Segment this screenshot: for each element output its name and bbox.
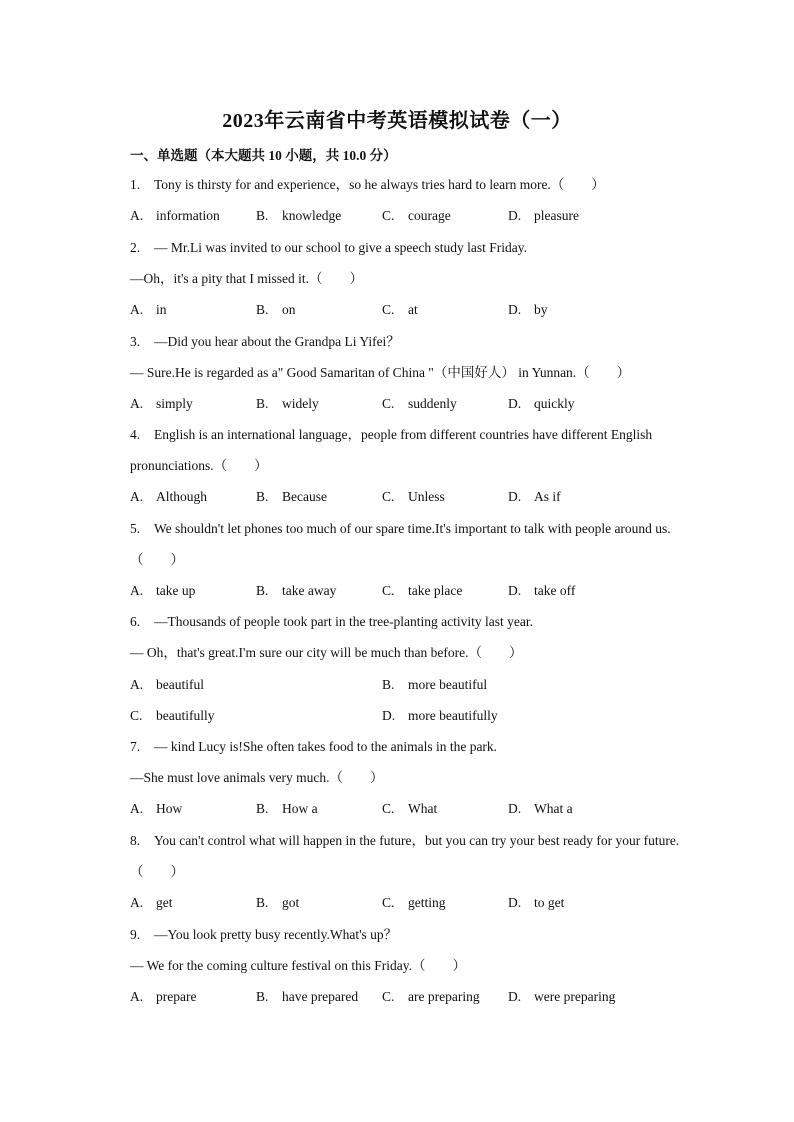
question-text: —Did you hear about the Grandpa Li Yifei？: [154, 334, 400, 349]
question-text: —Oh，it's a pity that I missed it.（ ）: [130, 271, 364, 286]
option-letter: D.: [508, 208, 522, 223]
answer-option[interactable]: [382, 988, 480, 1006]
option-text: by: [534, 302, 548, 317]
question-stem-continued: [130, 644, 523, 662]
option-text: to get: [534, 895, 565, 910]
answer-option[interactable]: [130, 800, 182, 818]
option-letter: A.: [130, 895, 144, 910]
question-stem: [130, 520, 671, 538]
answer-option[interactable]: [256, 207, 341, 225]
question-text: Tony is thirsty for and experience，so he always tries hard to learn more.（ ）: [154, 177, 605, 192]
option-letter: B.: [256, 895, 269, 910]
option-letter: D.: [508, 801, 522, 816]
option-letter: C.: [130, 708, 143, 723]
question-stem: [130, 613, 533, 631]
question-text: We shouldn't let phones too much of our spare time.It's important to talk with people around us.: [154, 521, 671, 536]
question-number: 1.: [130, 177, 141, 192]
question-text: — kind Lucy is!She often takes food to the animals in the park.: [154, 739, 498, 754]
question-number: 4.: [130, 427, 141, 442]
option-letter: B.: [256, 208, 269, 223]
option-letter: D.: [508, 583, 522, 598]
answer-option[interactable]: [256, 800, 318, 818]
question-stem-continued: [130, 270, 363, 288]
option-text: in: [156, 302, 167, 317]
answer-option[interactable]: [382, 301, 418, 319]
section-header: 一、单选题（本大题共 10 小题，共 10.0 分）: [130, 148, 397, 163]
option-letter: A.: [130, 989, 144, 1004]
option-letter: A.: [130, 302, 144, 317]
question-text: —She must love animals very much.（ ）: [130, 770, 384, 785]
answer-option[interactable]: [382, 894, 446, 912]
answer-option[interactable]: [508, 488, 561, 506]
option-text: more beautifully: [408, 708, 498, 723]
option-text: were preparing: [534, 989, 616, 1004]
option-letter: C.: [382, 302, 395, 317]
option-text: quickly: [534, 396, 575, 411]
answer-option[interactable]: [130, 207, 220, 225]
question-text: — Oh，that's great.I'm sure our city will be much than before.（ ）: [130, 645, 523, 660]
question-stem-continued: [130, 957, 466, 975]
option-text: pleasure: [534, 208, 579, 223]
option-letter: C.: [382, 489, 395, 504]
option-letter: A.: [130, 396, 144, 411]
option-text: knowledge: [282, 208, 342, 223]
option-text: What a: [534, 801, 573, 816]
option-text: beautiful: [156, 677, 204, 692]
option-letter: A.: [130, 489, 144, 504]
question-number: 8.: [130, 833, 141, 848]
question-stem-continued: [130, 551, 184, 569]
question-text: —You look pretty busy recently.What's up？: [154, 927, 398, 942]
option-text: prepare: [156, 989, 197, 1004]
option-text: have prepared: [282, 989, 359, 1004]
option-letter: D.: [508, 989, 522, 1004]
answer-option[interactable]: [130, 988, 196, 1006]
option-letter: D.: [508, 396, 522, 411]
option-text: How: [156, 801, 183, 816]
question-stem: [130, 333, 400, 351]
question-text: （ ）: [130, 552, 184, 567]
answer-option[interactable]: [508, 894, 564, 912]
answer-option[interactable]: [382, 800, 437, 818]
question-stem-continued: [130, 457, 268, 475]
option-letter: D.: [382, 708, 396, 723]
option-letter: B.: [382, 677, 395, 692]
option-text: at: [408, 302, 418, 317]
question-text: You can't control what will happen in the future，but you can try your best ready for your future.: [154, 833, 680, 848]
option-letter: B.: [256, 302, 269, 317]
answer-option[interactable]: [130, 894, 173, 912]
option-letter: A.: [130, 677, 144, 692]
option-text: As if: [534, 489, 561, 504]
question-number: 9.: [130, 927, 141, 942]
answer-option[interactable]: [256, 395, 319, 413]
answer-option[interactable]: [256, 894, 299, 912]
option-text: suddenly: [408, 396, 457, 411]
option-text: Because: [282, 489, 327, 504]
option-text: courage: [408, 208, 451, 223]
question-number: 2.: [130, 240, 141, 255]
answer-option[interactable]: [130, 395, 193, 413]
option-letter: B.: [256, 583, 269, 598]
option-text: get: [156, 895, 173, 910]
question-number: 6.: [130, 614, 141, 629]
answer-option[interactable]: [508, 800, 573, 818]
option-text: getting: [408, 895, 446, 910]
option-letter: B.: [256, 396, 269, 411]
option-letter: A.: [130, 208, 144, 223]
option-text: Although: [156, 489, 208, 504]
answer-option[interactable]: [382, 707, 498, 725]
answer-option[interactable]: [256, 988, 358, 1006]
answer-option[interactable]: [130, 707, 214, 725]
question-stem: [130, 239, 527, 257]
option-text: take place: [408, 583, 463, 598]
answer-option[interactable]: [130, 488, 207, 506]
question-stem: [130, 926, 397, 944]
option-letter: C.: [382, 208, 395, 223]
question-stem: [130, 176, 605, 194]
answer-option[interactable]: [382, 207, 451, 225]
answer-option[interactable]: [256, 488, 327, 506]
question-text: —Thousands of people took part in the tree-planting activity last year.: [154, 614, 534, 629]
option-letter: C.: [382, 801, 395, 816]
answer-option[interactable]: [508, 207, 579, 225]
question-stem-continued: [130, 364, 630, 382]
option-text: Unless: [408, 489, 445, 504]
option-text: What: [408, 801, 438, 816]
option-text: are preparing: [408, 989, 480, 1004]
question-stem: [130, 832, 679, 850]
option-letter: B.: [256, 489, 269, 504]
option-letter: C.: [382, 583, 395, 598]
answer-option[interactable]: [508, 395, 575, 413]
answer-option[interactable]: [130, 301, 167, 319]
option-text: take up: [156, 583, 196, 598]
option-letter: B.: [256, 989, 269, 1004]
answer-option[interactable]: [508, 301, 548, 319]
option-letter: C.: [382, 989, 395, 1004]
question-number: 7.: [130, 739, 141, 754]
question-number: 5.: [130, 521, 141, 536]
question-stem-continued: [130, 863, 184, 881]
option-letter: D.: [508, 489, 522, 504]
answer-option[interactable]: [382, 395, 457, 413]
page-title: 2023年云南省中考英语模拟试卷（一）: [222, 110, 572, 132]
option-text: more beautiful: [408, 677, 488, 692]
question-stem-continued: [130, 769, 383, 787]
answer-option[interactable]: [256, 301, 296, 319]
question-text: （ ）: [130, 864, 184, 879]
option-text: information: [156, 208, 220, 223]
question-stem: [130, 738, 497, 756]
question-text: — Mr.Li was invited to our school to give a speech study last Friday.: [154, 240, 527, 255]
option-letter: C.: [382, 895, 395, 910]
answer-option[interactable]: [508, 582, 575, 600]
option-letter: B.: [256, 801, 269, 816]
option-text: widely: [282, 396, 319, 411]
option-text: simply: [156, 396, 193, 411]
question-text: — Sure.He is regarded as a" Good Samaritan of China "（中国好人） in Yunnan.（ ）: [130, 365, 631, 380]
answer-option[interactable]: [256, 582, 336, 600]
answer-option[interactable]: [130, 676, 204, 694]
question-text: English is an international language，people from different countries have different English: [154, 427, 653, 442]
answer-option[interactable]: [130, 582, 195, 600]
option-text: take away: [282, 583, 337, 598]
option-letter: D.: [508, 302, 522, 317]
question-text: — We for the coming culture festival on this Friday.（ ）: [130, 958, 466, 973]
option-text: got: [282, 895, 300, 910]
option-letter: D.: [508, 895, 522, 910]
answer-option[interactable]: [382, 676, 487, 694]
question-stem: [130, 426, 652, 444]
option-letter: C.: [382, 396, 395, 411]
option-letter: A.: [130, 801, 144, 816]
answer-option[interactable]: [382, 488, 445, 506]
option-text: on: [282, 302, 296, 317]
answer-option[interactable]: [382, 582, 462, 600]
option-text: beautifully: [156, 708, 215, 723]
option-text: take off: [534, 583, 576, 598]
question-text: pronunciations.（ ）: [130, 458, 268, 473]
answer-option[interactable]: [508, 988, 615, 1006]
question-number: 3.: [130, 334, 141, 349]
option-text: How a: [282, 801, 318, 816]
option-letter: A.: [130, 583, 144, 598]
